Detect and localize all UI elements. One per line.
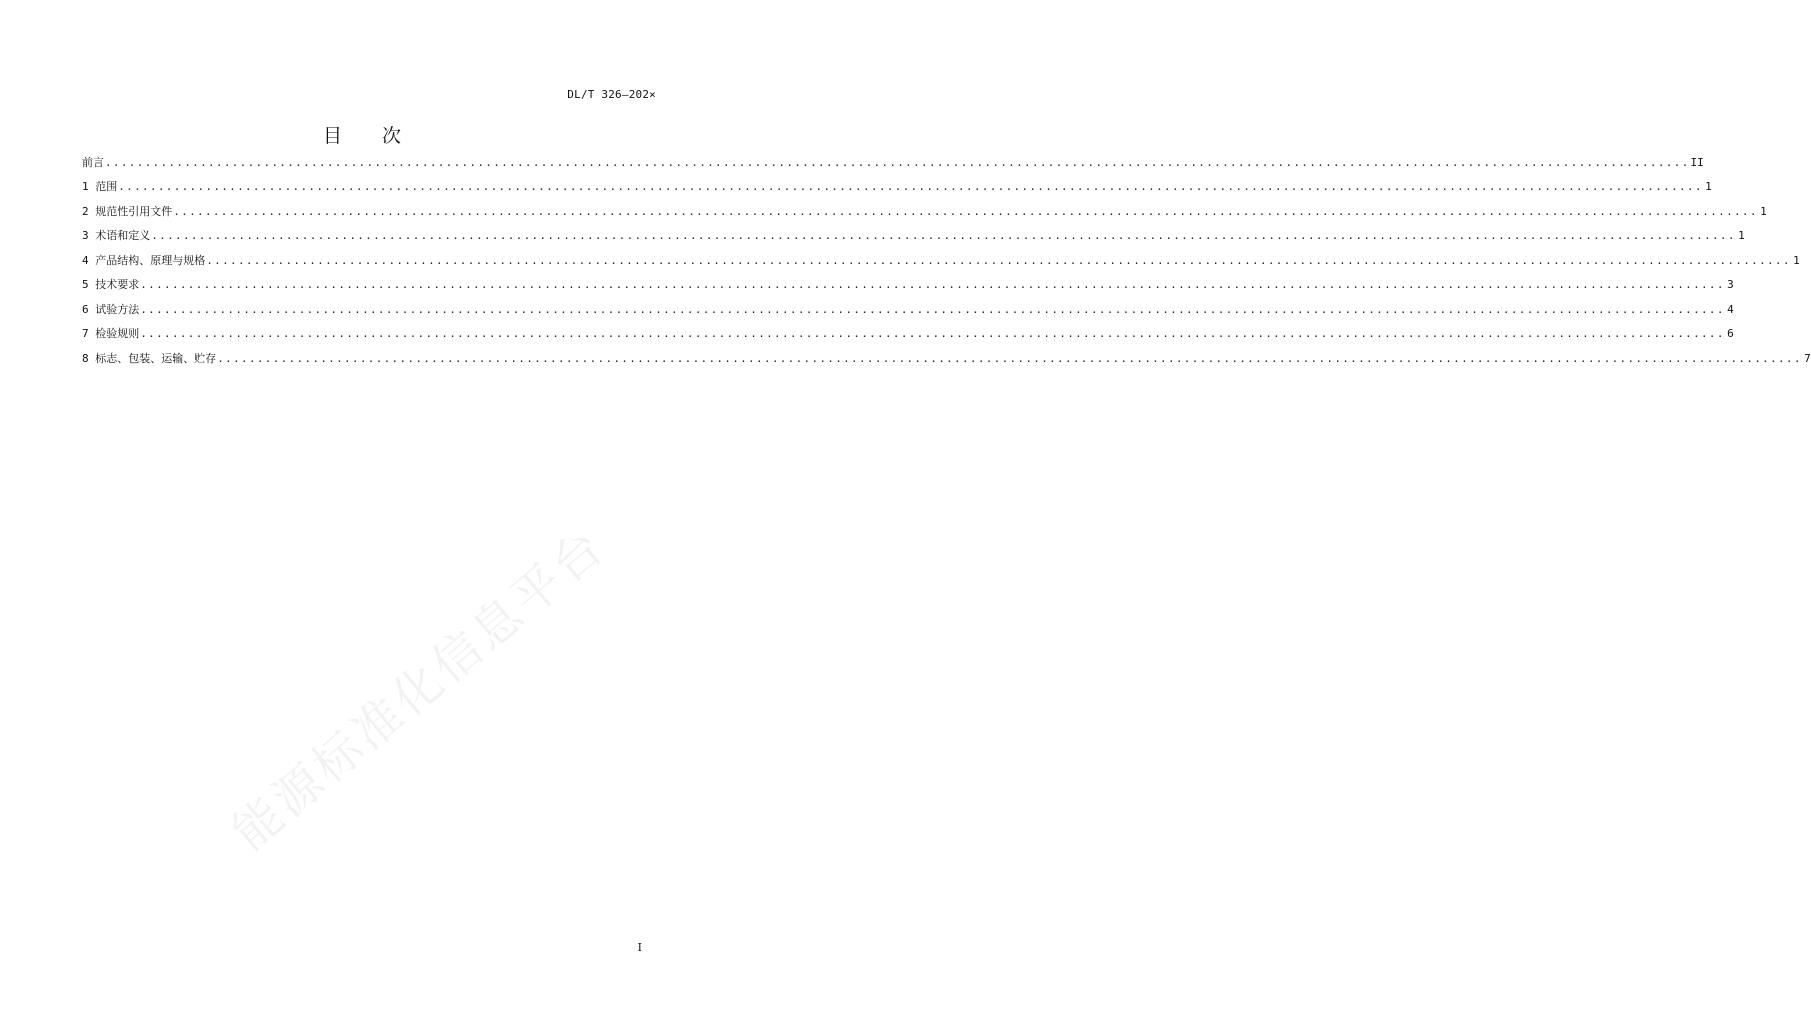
toc-entry-page: 3 xyxy=(1727,278,1734,291)
toc-leader-dots: ........................................................................................................................................................................................................ xyxy=(105,155,1690,169)
toc-entry-label: 4 产品结构、原理与规格 xyxy=(82,253,206,267)
toc-entry-page: 6 xyxy=(1727,327,1734,340)
toc-title-left: 目 xyxy=(322,125,342,147)
toc-title-right: 次 xyxy=(382,125,402,147)
toc-entry-label: 6 试验方法 xyxy=(82,302,140,316)
toc-entry-technical-requirements[interactable] xyxy=(82,268,1734,293)
toc-entry-page: 1 xyxy=(1705,180,1712,193)
toc-entry-marking-packaging[interactable] xyxy=(82,341,1811,366)
toc-leader-dots: ........................................................................................................................................................................................................ xyxy=(140,302,1725,316)
header-standard-code: DL/T 326—202× xyxy=(567,88,656,101)
toc-entry-foreword[interactable] xyxy=(82,145,1704,170)
toc-entry-normative-references[interactable] xyxy=(82,194,1767,219)
toc-entry-page: II xyxy=(1690,155,1704,169)
toc-leader-dots: ........................................................................................................................................................................................................ xyxy=(140,278,1725,291)
toc-entry-label: 前言 xyxy=(82,155,104,169)
toc-entry-page: 1 xyxy=(1738,229,1745,242)
toc-entry-test-methods[interactable] xyxy=(82,292,1734,317)
toc-entry-page: 4 xyxy=(1727,302,1734,316)
toc-title xyxy=(0,121,724,148)
toc-entry-label: 8 标志、包装、运输、贮存 xyxy=(82,351,217,365)
toc-entry-terms-definitions[interactable] xyxy=(82,219,1745,244)
toc-entry-label: 2 规范性引用文件 xyxy=(82,204,173,218)
toc-leader-dots: ........................................................................................................................................................................................................ xyxy=(217,351,1802,365)
toc-leader-dots: ........................................................................................................................................................................................................ xyxy=(206,253,1791,267)
toc-leader-dots: ........................................................................................................................................................................................................ xyxy=(140,327,1725,340)
toc-leader-dots: ........................................................................................................................................................................................................ xyxy=(151,229,1736,242)
toc-leader-dots: ........................................................................................................................................................................................................ xyxy=(173,204,1758,218)
toc-list xyxy=(82,145,1811,366)
toc-leader-dots: ........................................................................................................................................................................................................ xyxy=(118,180,1703,193)
toc-entry-label: 1 范围 xyxy=(82,180,118,193)
toc-entry-label: 5 技术要求 xyxy=(82,278,140,291)
toc-entry-page: 1 xyxy=(1760,204,1767,218)
toc-entry-label: 7 检验规则 xyxy=(82,327,140,340)
toc-entry-product-structure[interactable] xyxy=(82,243,1800,268)
toc-entry-scope[interactable] xyxy=(82,170,1712,195)
toc-entry-page: 1 xyxy=(1793,253,1800,267)
footer-page-number: I xyxy=(637,941,642,954)
toc-entry-page: 7 xyxy=(1804,351,1811,365)
watermark-text: 能源标准化信息平台 xyxy=(222,517,617,862)
toc-entry-label: 3 术语和定义 xyxy=(82,229,151,242)
toc-entry-inspection-rules[interactable] xyxy=(82,317,1734,342)
